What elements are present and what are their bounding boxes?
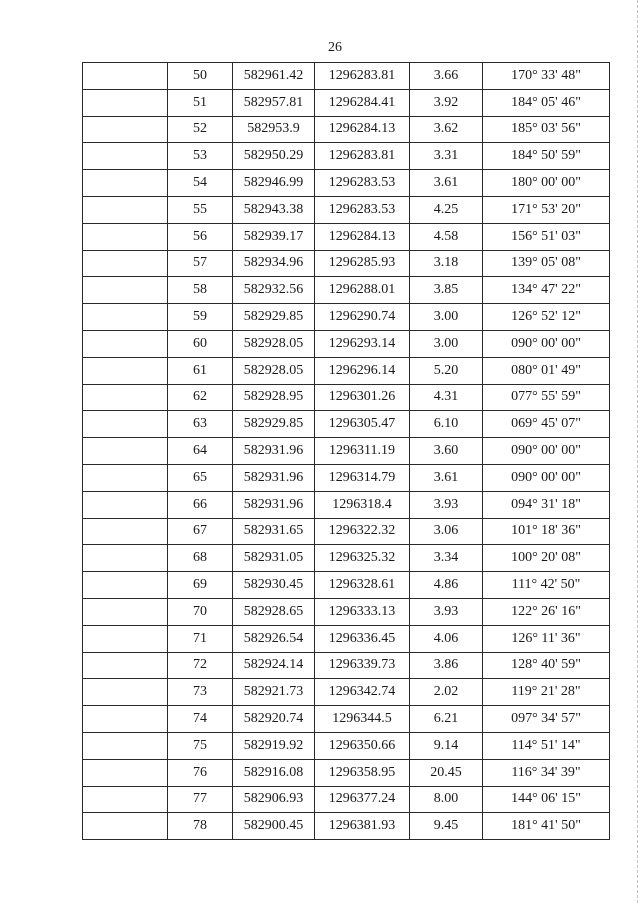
segment-length-cell: 4.25 <box>410 196 483 223</box>
x-coordinate-cell: 582931.65 <box>233 518 315 545</box>
bearing-angle-cell: 101° 18' 36" <box>483 518 610 545</box>
empty-cell <box>83 464 168 491</box>
segment-length-cell: 3.66 <box>410 63 483 90</box>
segment-length-cell: 4.31 <box>410 384 483 411</box>
page-number: 26 <box>328 40 342 55</box>
segment-length-cell: 3.86 <box>410 652 483 679</box>
bearing-angle-cell: 139° 05' 08" <box>483 250 610 277</box>
segment-length-cell: 6.21 <box>410 706 483 733</box>
segment-length-cell: 9.45 <box>410 813 483 840</box>
point-number-cell: 60 <box>168 330 233 357</box>
empty-cell <box>83 786 168 813</box>
empty-cell <box>83 250 168 277</box>
bearing-angle-cell: 122° 26' 16" <box>483 598 610 625</box>
point-number-cell: 62 <box>168 384 233 411</box>
table-row <box>83 89 610 116</box>
x-coordinate-cell: 582931.05 <box>233 545 315 572</box>
point-number-cell: 56 <box>168 223 233 250</box>
table-row <box>83 545 610 572</box>
bearing-angle-cell: 119° 21' 28" <box>483 679 610 706</box>
x-coordinate-cell: 582926.54 <box>233 625 315 652</box>
segment-length-cell: 2.02 <box>410 679 483 706</box>
point-number-cell: 51 <box>168 89 233 116</box>
empty-cell <box>83 438 168 465</box>
segment-length-cell: 4.06 <box>410 625 483 652</box>
y-coordinate-cell: 1296288.01 <box>315 277 410 304</box>
y-coordinate-cell: 1296283.81 <box>315 63 410 90</box>
table-row <box>83 759 610 786</box>
x-coordinate-cell: 582906.93 <box>233 786 315 813</box>
x-coordinate-cell: 582931.96 <box>233 491 315 518</box>
x-coordinate-cell: 582929.85 <box>233 411 315 438</box>
point-number-cell: 73 <box>168 679 233 706</box>
bearing-angle-cell: 100° 20' 08" <box>483 545 610 572</box>
point-number-cell: 66 <box>168 491 233 518</box>
x-coordinate-cell: 582950.29 <box>233 143 315 170</box>
empty-cell <box>83 143 168 170</box>
x-coordinate-cell: 582928.65 <box>233 598 315 625</box>
table-row <box>83 706 610 733</box>
empty-cell <box>83 196 168 223</box>
segment-length-cell: 3.62 <box>410 116 483 143</box>
segment-length-cell: 3.00 <box>410 330 483 357</box>
segment-length-cell: 3.61 <box>410 170 483 197</box>
x-coordinate-cell: 582943.38 <box>233 196 315 223</box>
y-coordinate-cell: 1296314.79 <box>315 464 410 491</box>
table-row <box>83 143 610 170</box>
bearing-angle-cell: 181° 41' 50" <box>483 813 610 840</box>
segment-length-cell: 6.10 <box>410 411 483 438</box>
x-coordinate-cell: 582924.14 <box>233 652 315 679</box>
y-coordinate-cell: 1296344.5 <box>315 706 410 733</box>
bearing-angle-cell: 097° 34' 57" <box>483 706 610 733</box>
segment-length-cell: 3.92 <box>410 89 483 116</box>
point-number-cell: 71 <box>168 625 233 652</box>
table-row <box>83 330 610 357</box>
empty-cell <box>83 652 168 679</box>
point-number-cell: 76 <box>168 759 233 786</box>
empty-cell <box>83 759 168 786</box>
bearing-angle-cell: 090° 00' 00" <box>483 438 610 465</box>
bearing-angle-cell: 094° 31' 18" <box>483 491 610 518</box>
segment-length-cell: 4.86 <box>410 572 483 599</box>
table-row <box>83 813 610 840</box>
point-number-cell: 77 <box>168 786 233 813</box>
empty-cell <box>83 813 168 840</box>
bearing-angle-cell: 156° 51' 03" <box>483 223 610 250</box>
coordinates-table <box>82 62 610 840</box>
segment-length-cell: 20.45 <box>410 759 483 786</box>
y-coordinate-cell: 1296342.74 <box>315 679 410 706</box>
segment-length-cell: 8.00 <box>410 786 483 813</box>
bearing-angle-cell: 184° 50' 59" <box>483 143 610 170</box>
segment-length-cell: 4.58 <box>410 223 483 250</box>
point-number-cell: 64 <box>168 438 233 465</box>
point-number-cell: 70 <box>168 598 233 625</box>
point-number-cell: 63 <box>168 411 233 438</box>
y-coordinate-cell: 1296283.81 <box>315 143 410 170</box>
bearing-angle-cell: 080° 01' 49" <box>483 357 610 384</box>
point-number-cell: 57 <box>168 250 233 277</box>
empty-cell <box>83 170 168 197</box>
point-number-cell: 67 <box>168 518 233 545</box>
y-coordinate-cell: 1296284.13 <box>315 116 410 143</box>
table-row <box>83 223 610 250</box>
table-row <box>83 464 610 491</box>
bearing-angle-cell: 144° 06' 15" <box>483 786 610 813</box>
point-number-cell: 74 <box>168 706 233 733</box>
x-coordinate-cell: 582919.92 <box>233 732 315 759</box>
y-coordinate-cell: 1296377.24 <box>315 786 410 813</box>
table-row <box>83 598 610 625</box>
table-row <box>83 411 610 438</box>
table-row <box>83 491 610 518</box>
segment-length-cell: 3.85 <box>410 277 483 304</box>
y-coordinate-cell: 1296325.32 <box>315 545 410 572</box>
empty-cell <box>83 357 168 384</box>
empty-cell <box>83 706 168 733</box>
table-row <box>83 384 610 411</box>
y-coordinate-cell: 1296318.4 <box>315 491 410 518</box>
empty-cell <box>83 598 168 625</box>
y-coordinate-cell: 1296328.61 <box>315 572 410 599</box>
empty-cell <box>83 277 168 304</box>
segment-length-cell: 3.18 <box>410 250 483 277</box>
table-row <box>83 116 610 143</box>
point-number-cell: 50 <box>168 63 233 90</box>
x-coordinate-cell: 582928.05 <box>233 357 315 384</box>
y-coordinate-cell: 1296293.14 <box>315 330 410 357</box>
x-coordinate-cell: 582934.96 <box>233 250 315 277</box>
table-row <box>83 277 610 304</box>
empty-cell <box>83 572 168 599</box>
point-number-cell: 69 <box>168 572 233 599</box>
empty-cell <box>83 63 168 90</box>
empty-cell <box>83 732 168 759</box>
y-coordinate-cell: 1296284.41 <box>315 89 410 116</box>
point-number-cell: 61 <box>168 357 233 384</box>
empty-cell <box>83 89 168 116</box>
empty-cell <box>83 223 168 250</box>
point-number-cell: 72 <box>168 652 233 679</box>
x-coordinate-cell: 582930.45 <box>233 572 315 599</box>
x-coordinate-cell: 582931.96 <box>233 438 315 465</box>
bearing-angle-cell: 069° 45' 07" <box>483 411 610 438</box>
bearing-angle-cell: 077° 55' 59" <box>483 384 610 411</box>
table-row <box>83 438 610 465</box>
x-coordinate-cell: 582928.95 <box>233 384 315 411</box>
point-number-cell: 55 <box>168 196 233 223</box>
segment-length-cell: 5.20 <box>410 357 483 384</box>
x-coordinate-cell: 582921.73 <box>233 679 315 706</box>
y-coordinate-cell: 1296301.26 <box>315 384 410 411</box>
x-coordinate-cell: 582957.81 <box>233 89 315 116</box>
table-row <box>83 518 610 545</box>
table-row <box>83 170 610 197</box>
table-row <box>83 63 610 90</box>
y-coordinate-cell: 1296283.53 <box>315 170 410 197</box>
segment-length-cell: 3.06 <box>410 518 483 545</box>
y-coordinate-cell: 1296339.73 <box>315 652 410 679</box>
y-coordinate-cell: 1296311.19 <box>315 438 410 465</box>
table-row <box>83 732 610 759</box>
y-coordinate-cell: 1296283.53 <box>315 196 410 223</box>
y-coordinate-cell: 1296336.45 <box>315 625 410 652</box>
bearing-angle-cell: 128° 40' 59" <box>483 652 610 679</box>
bearing-angle-cell: 090° 00' 00" <box>483 464 610 491</box>
y-coordinate-cell: 1296350.66 <box>315 732 410 759</box>
y-coordinate-cell: 1296284.13 <box>315 223 410 250</box>
point-number-cell: 75 <box>168 732 233 759</box>
bearing-angle-cell: 184° 05' 46" <box>483 89 610 116</box>
scan-edge-line <box>637 0 638 905</box>
empty-cell <box>83 304 168 331</box>
table-row <box>83 572 610 599</box>
x-coordinate-cell: 582920.74 <box>233 706 315 733</box>
bearing-angle-cell: 126° 11' 36" <box>483 625 610 652</box>
x-coordinate-cell: 582916.08 <box>233 759 315 786</box>
x-coordinate-cell: 582961.42 <box>233 63 315 90</box>
y-coordinate-cell: 1296290.74 <box>315 304 410 331</box>
point-number-cell: 54 <box>168 170 233 197</box>
point-number-cell: 65 <box>168 464 233 491</box>
y-coordinate-cell: 1296381.93 <box>315 813 410 840</box>
segment-length-cell: 3.60 <box>410 438 483 465</box>
table-row <box>83 250 610 277</box>
empty-cell <box>83 116 168 143</box>
bearing-angle-cell: 116° 34' 39" <box>483 759 610 786</box>
point-number-cell: 58 <box>168 277 233 304</box>
bearing-angle-cell: 126° 52' 12" <box>483 304 610 331</box>
point-number-cell: 52 <box>168 116 233 143</box>
point-number-cell: 68 <box>168 545 233 572</box>
bearing-angle-cell: 171° 53' 20" <box>483 196 610 223</box>
segment-length-cell: 3.34 <box>410 545 483 572</box>
segment-length-cell: 3.61 <box>410 464 483 491</box>
y-coordinate-cell: 1296333.13 <box>315 598 410 625</box>
y-coordinate-cell: 1296285.93 <box>315 250 410 277</box>
x-coordinate-cell: 582900.45 <box>233 813 315 840</box>
segment-length-cell: 9.14 <box>410 732 483 759</box>
y-coordinate-cell: 1296296.14 <box>315 357 410 384</box>
y-coordinate-cell: 1296358.95 <box>315 759 410 786</box>
empty-cell <box>83 411 168 438</box>
y-coordinate-cell: 1296322.32 <box>315 518 410 545</box>
x-coordinate-cell: 582929.85 <box>233 304 315 331</box>
segment-length-cell: 3.93 <box>410 598 483 625</box>
bearing-angle-cell: 180° 00' 00" <box>483 170 610 197</box>
bearing-angle-cell: 170° 33' 48" <box>483 63 610 90</box>
bearing-angle-cell: 111° 42' 50" <box>483 572 610 599</box>
empty-cell <box>83 625 168 652</box>
empty-cell <box>83 545 168 572</box>
y-coordinate-cell: 1296305.47 <box>315 411 410 438</box>
table-row <box>83 625 610 652</box>
table-row <box>83 652 610 679</box>
table-row <box>83 786 610 813</box>
bearing-angle-cell: 114° 51' 14" <box>483 732 610 759</box>
empty-cell <box>83 518 168 545</box>
point-number-cell: 53 <box>168 143 233 170</box>
table-row <box>83 304 610 331</box>
table-row <box>83 196 610 223</box>
segment-length-cell: 3.00 <box>410 304 483 331</box>
bearing-angle-cell: 134° 47' 22" <box>483 277 610 304</box>
bearing-angle-cell: 090° 00' 00" <box>483 330 610 357</box>
point-number-cell: 59 <box>168 304 233 331</box>
empty-cell <box>83 384 168 411</box>
empty-cell <box>83 330 168 357</box>
bearing-angle-cell: 185° 03' 56" <box>483 116 610 143</box>
x-coordinate-cell: 582932.56 <box>233 277 315 304</box>
table-row <box>83 357 610 384</box>
x-coordinate-cell: 582946.99 <box>233 170 315 197</box>
x-coordinate-cell: 582939.17 <box>233 223 315 250</box>
table-row <box>83 679 610 706</box>
x-coordinate-cell: 582953.9 <box>233 116 315 143</box>
empty-cell <box>83 679 168 706</box>
point-number-cell: 78 <box>168 813 233 840</box>
x-coordinate-cell: 582931.96 <box>233 464 315 491</box>
empty-cell <box>83 491 168 518</box>
segment-length-cell: 3.31 <box>410 143 483 170</box>
coordinates-table-body <box>83 63 610 840</box>
x-coordinate-cell: 582928.05 <box>233 330 315 357</box>
segment-length-cell: 3.93 <box>410 491 483 518</box>
